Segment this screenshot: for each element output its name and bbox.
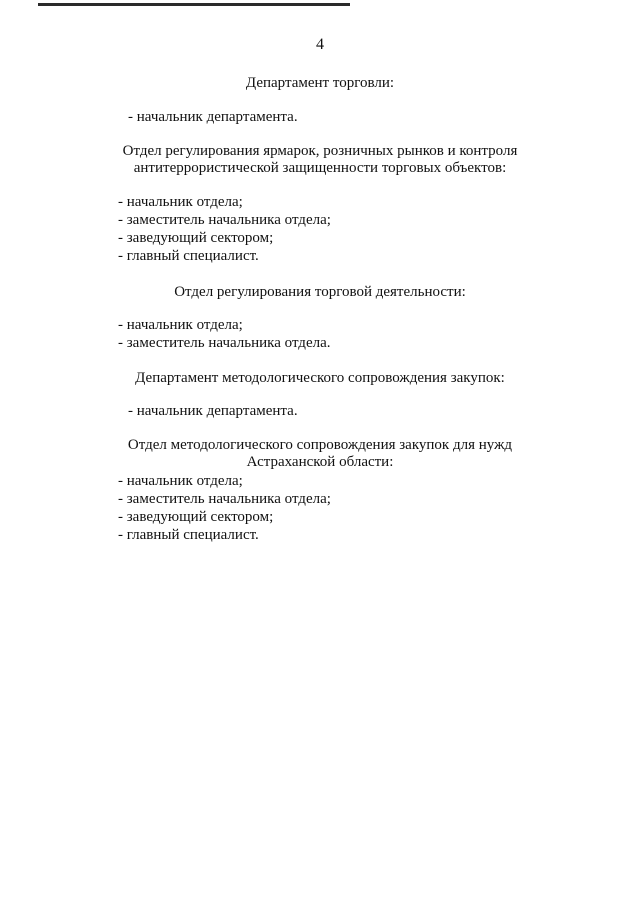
- list-item: - начальник отдела;: [118, 473, 243, 489]
- position-list: [118, 472, 331, 544]
- scan-artifact-line: [38, 3, 350, 6]
- heading-line: Астраханской области:: [246, 454, 394, 470]
- list-item: - начальник отдела;: [118, 194, 243, 210]
- list-item: - заведующий сектором;: [118, 509, 274, 525]
- heading-line: антитеррористической защищенности торговых объектов:: [133, 160, 507, 176]
- list-item: - начальник департамента.: [128, 403, 298, 419]
- list-item: - начальник отдела;: [118, 317, 243, 333]
- list-item: - главный специалист.: [118, 527, 259, 543]
- position-list: [118, 193, 331, 265]
- section-heading-trade-activity-department: Отдел регулирования торговой деятельности:: [174, 284, 466, 300]
- section-heading-procurement-department: Департамент методологического сопровождения закупок:: [135, 370, 505, 386]
- list-item: - заместитель начальника отдела.: [118, 335, 331, 351]
- section-heading-fairs-markets-department: [0, 143, 640, 177]
- list-item: - начальник департамента.: [128, 109, 298, 125]
- section-heading-procurement-support-department: [0, 437, 640, 471]
- list-item: - главный специалист.: [118, 248, 259, 264]
- position-list: [118, 316, 331, 352]
- section-heading-trade-department: Департамент торговли:: [245, 75, 395, 91]
- page-number: 4: [316, 36, 324, 53]
- list-item: - заместитель начальника отдела;: [118, 212, 331, 228]
- list-item: - заместитель начальника отдела;: [118, 491, 331, 507]
- list-item: - заведующий сектором;: [118, 230, 274, 246]
- heading-line: Отдел методологического сопровождения закупок для нужд: [127, 437, 513, 453]
- heading-line: Отдел регулирования ярмарок, розничных рынков и контроля: [122, 143, 518, 159]
